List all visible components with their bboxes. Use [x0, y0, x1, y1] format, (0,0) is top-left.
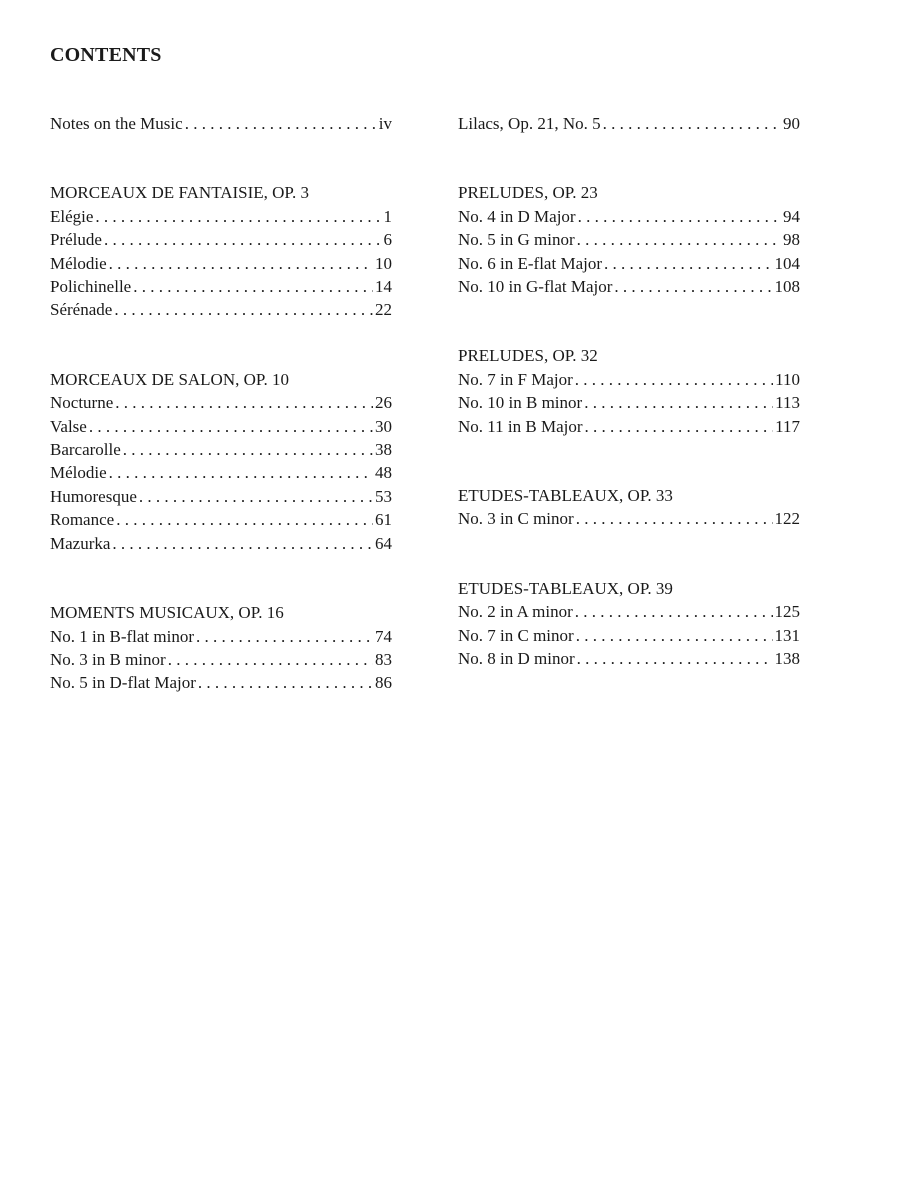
contents-section [50, 112, 392, 135]
dot-leader [116, 508, 373, 531]
contents-section [50, 368, 392, 555]
toc-entry-no-5-in-d-flat-major[interactable] [50, 671, 392, 694]
page-number: 131 [774, 625, 800, 645]
page-number: 26 [375, 393, 392, 413]
dot-leader [168, 648, 373, 671]
page-number: 117 [775, 416, 800, 436]
page-number: 125 [774, 602, 800, 622]
toc-entry-barcarolle[interactable] [50, 438, 392, 461]
page-number: 6 [383, 230, 392, 250]
page-number: 10 [375, 253, 392, 273]
page-number: 61 [375, 510, 392, 530]
section-heading: PRELUDES, OP. 32 [458, 346, 598, 366]
toc-entry-mazurka[interactable] [50, 532, 392, 555]
dot-leader [585, 415, 774, 438]
dot-leader [584, 391, 773, 414]
page-number: 110 [775, 369, 800, 389]
contents-left-column [50, 112, 392, 741]
dot-leader [123, 438, 373, 461]
page-number: 108 [774, 277, 800, 297]
dot-leader [89, 415, 373, 438]
entry-title: Polichinelle [50, 277, 132, 297]
entry-title: No. 4 in D Major [458, 206, 576, 226]
section-heading: ETUDES-TABLEAUX, OP. 33 [458, 486, 673, 506]
page-number: 22 [375, 300, 392, 320]
dot-leader [139, 485, 373, 508]
toc-entry-m-lodie[interactable] [50, 461, 392, 484]
toc-entry-no-7-in-f-major[interactable] [458, 368, 800, 391]
entry-title: No. 10 in B minor [458, 393, 583, 413]
entry-title: No. 8 in D minor [458, 649, 575, 669]
page-number: 74 [375, 626, 392, 646]
page-title: CONTENTS [50, 44, 162, 66]
entry-title: Notes on the Music [50, 114, 183, 133]
entry-title: Prélude [50, 230, 102, 250]
entry-title: Mazurka [50, 533, 111, 553]
page-number: 122 [774, 509, 800, 529]
dot-leader [575, 600, 773, 623]
dot-leader [109, 252, 373, 275]
dot-leader [614, 275, 772, 298]
contents-section [50, 601, 392, 695]
toc-entry-nocturne[interactable] [50, 391, 392, 414]
toc-entry-no-3-in-c-minor[interactable] [458, 507, 800, 530]
toc-entry-notes-on-the-music[interactable] [50, 112, 392, 135]
entry-title: No. 1 in B-flat minor [50, 626, 195, 646]
page-number: 86 [375, 673, 392, 693]
dot-leader [576, 624, 773, 647]
toc-entry-m-lodie[interactable] [50, 252, 392, 275]
page-number: 30 [375, 416, 392, 436]
toc-entry-no-1-in-b-flat-minor[interactable] [50, 625, 392, 648]
page-number: 94 [783, 206, 800, 226]
contents-section [458, 484, 800, 531]
page-number: 53 [375, 486, 392, 506]
contents-right-column [458, 112, 800, 717]
dot-leader [185, 112, 377, 135]
toc-entry-humoresque[interactable] [50, 485, 392, 508]
dot-leader [603, 112, 781, 135]
entry-title: No. 7 in C minor [458, 625, 574, 645]
page-number: 38 [375, 440, 392, 460]
entry-title: No. 5 in D-flat Major [50, 673, 196, 693]
entry-title: Humoresque [50, 486, 137, 506]
contents-section [458, 181, 800, 298]
entry-title: No. 7 in F Major [458, 369, 573, 389]
section-heading: MORCEAUX DE FANTAISIE, OP. 3 [50, 183, 310, 203]
toc-entry-no-3-in-b-minor[interactable] [50, 648, 392, 671]
toc-entry-no-11-in-b-major[interactable] [458, 415, 800, 438]
dot-leader [109, 461, 373, 484]
dot-leader [114, 298, 373, 321]
toc-entry-no-6-in-e-flat-major[interactable] [458, 252, 800, 275]
entry-title: Sérénade [50, 300, 113, 320]
page-number: 64 [375, 533, 392, 553]
entry-title: Barcarolle [50, 440, 121, 460]
dot-leader [604, 252, 773, 275]
dot-leader [104, 228, 382, 251]
toc-entry-no-10-in-b-minor[interactable] [458, 391, 800, 414]
dot-leader [95, 205, 381, 228]
toc-entry-valse[interactable] [50, 415, 392, 438]
section-heading: MOMENTS MUSICAUX, OP. 16 [50, 603, 284, 623]
toc-entry-polichinelle[interactable] [50, 275, 392, 298]
toc-entry-no-7-in-c-minor[interactable] [458, 624, 800, 647]
section-heading: ETUDES-TABLEAUX, OP. 39 [458, 578, 673, 598]
section-heading: MORCEAUX DE SALON, OP. 10 [50, 369, 289, 389]
toc-entry-s-r-nade[interactable] [50, 298, 392, 321]
toc-entry-no-10-in-g-flat-major[interactable] [458, 275, 800, 298]
dot-leader [577, 228, 781, 251]
section-heading: PRELUDES, OP. 23 [458, 183, 598, 203]
toc-entry-romance[interactable] [50, 508, 392, 531]
entry-title: Nocturne [50, 393, 114, 413]
toc-entry-no-4-in-d-major[interactable] [458, 205, 800, 228]
entry-title: No. 3 in C minor [458, 509, 574, 529]
entry-title: Romance [50, 510, 115, 530]
page-number: 113 [775, 393, 800, 413]
dot-leader [133, 275, 373, 298]
dot-leader [198, 671, 373, 694]
contents-section [458, 344, 800, 438]
toc-entry-pr-lude[interactable] [50, 228, 392, 251]
page-number: iv [378, 114, 392, 133]
dot-leader [115, 391, 373, 414]
toc-entry-no-2-in-a-minor[interactable] [458, 600, 800, 623]
entry-title: No. 2 in A minor [458, 602, 573, 622]
toc-entry-el-gie[interactable] [50, 205, 392, 228]
entry-title: No. 11 in B Major [458, 416, 583, 436]
entry-title: No. 5 in G minor [458, 230, 575, 250]
page-number: 98 [783, 230, 800, 250]
entry-title: Lilacs, Op. 21, No. 5 [458, 114, 601, 133]
entry-title: Valse [50, 416, 87, 436]
dot-leader [576, 507, 773, 530]
toc-entry-lilacs-op-21-no-5[interactable] [458, 112, 800, 135]
page-number: 48 [375, 463, 392, 483]
dot-leader [196, 625, 373, 648]
dot-leader [577, 647, 773, 670]
page-number: 1 [383, 206, 392, 226]
entry-title: Mélodie [50, 463, 107, 483]
page-number: 90 [783, 114, 800, 133]
entry-title: Mélodie [50, 253, 107, 273]
entry-title: Elégie [50, 206, 94, 226]
toc-entry-no-5-in-g-minor[interactable] [458, 228, 800, 251]
page-number: 14 [375, 277, 392, 297]
dot-leader [112, 532, 373, 555]
contents-section [50, 181, 392, 321]
entry-title: No. 10 in G-flat Major [458, 277, 613, 297]
dot-leader [575, 368, 773, 391]
page-number: 83 [375, 649, 392, 669]
page-number: 138 [774, 649, 800, 669]
entry-title: No. 3 in B minor [50, 649, 166, 669]
contents-section [458, 112, 800, 135]
toc-entry-no-8-in-d-minor[interactable] [458, 647, 800, 670]
contents-section [458, 577, 800, 671]
entry-title: No. 6 in E-flat Major [458, 253, 602, 273]
dot-leader [578, 205, 781, 228]
page-number: 104 [774, 253, 800, 273]
